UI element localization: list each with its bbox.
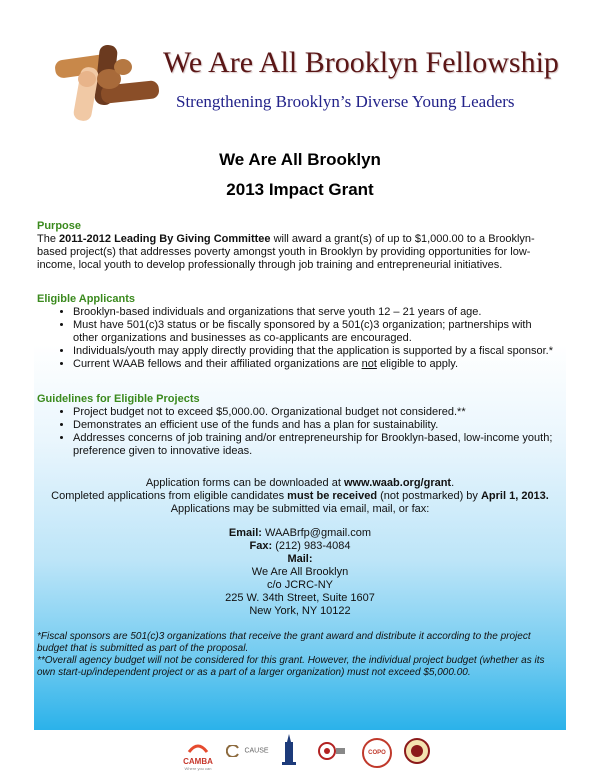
seal-logo-icon <box>318 740 346 767</box>
list-item: • Individuals/youth may apply directly providing that the application is supported by a fiscal sponsor.* <box>73 345 557 358</box>
list-item: • Addresses concerns of job training and/or entrepreneurship for Brooklyn-based, low-income youth; preference given to innovative ideas. <box>73 432 557 458</box>
mail-label-text: Mail: <box>287 553 313 565</box>
list-item: • Brooklyn-based individuals and organizations that serve youth 12 – 21 years of age. <box>73 306 557 319</box>
guidelines-section <box>37 393 557 458</box>
doc-title-line1: We Are All Brooklyn <box>219 150 381 169</box>
address-line: c/o JCRC-NY <box>266 579 333 591</box>
address-line: 225 W. 34th Street, Suite 1607 <box>225 592 375 604</box>
eligible-heading: Eligible Applicants <box>37 293 135 305</box>
camba-arc-icon <box>187 743 209 753</box>
camba-subtext: Where you can <box>184 766 212 771</box>
download-period: . <box>451 477 455 489</box>
copo-logo: COPO <box>362 738 392 768</box>
deadline-date: April 1, 2013. <box>480 490 549 502</box>
list-item: • Must have 501(c)3 status or be fiscally sponsored by a 501(c)3 organization; partnerships with other organizations and businesses as co-applicants are encouraged. <box>73 319 557 345</box>
list-item-post: eligible to apply. <box>376 358 459 370</box>
list-item-pre: Current WAAB fellows and their affiliated organizations are <box>73 358 362 370</box>
submission-methods: Applications may be submitted via email, mail, or fax: <box>170 503 430 515</box>
committee-name: 2011-2012 Leading By Giving Committee <box>59 233 271 245</box>
email-label: Email: <box>228 527 262 539</box>
purpose-text <box>37 233 557 272</box>
joined-hands-logo-icon <box>47 37 167 125</box>
underlined-not: not <box>361 358 377 370</box>
eligible-list <box>37 306 557 371</box>
application-instructions <box>34 477 566 516</box>
cause-swirl-icon <box>226 745 240 757</box>
mail-label <box>34 553 566 566</box>
deadline-text-mid: (not postmarked) by <box>377 490 481 502</box>
crest-logo-icon <box>404 736 430 771</box>
list-item: • Project budget not to exceed $5,000.00. Organizational budget not considered.** <box>73 406 557 419</box>
fax-label: Fax: <box>249 540 273 552</box>
building-logo-icon <box>280 734 298 771</box>
purpose-text-post: will award a grant(s) of up to $1,000.00 to a Brooklyn-based project(s) that addresses poverty amongst youth in Brooklyn by providing opportunities for low-income, local youth to develop professionally through job training and entrepreneurial initiatives. <box>37 233 535 271</box>
email-link[interactable]: WAABrfp@gmail.com <box>261 527 372 539</box>
list-item <box>73 358 557 371</box>
brand-tagline: Strengthening Brooklyn’s Diverse Young Leaders <box>176 92 515 111</box>
eligible-section <box>37 293 557 371</box>
deadline-line <box>34 490 566 503</box>
brand-title: We Are All Brooklyn Fellowship <box>163 46 559 79</box>
grant-url-link[interactable]: www.waab.org/grant <box>343 477 452 489</box>
footnotes <box>37 631 562 679</box>
email-line <box>34 527 566 540</box>
guidelines-list <box>37 406 557 458</box>
contact-block <box>34 527 566 618</box>
cause-text: CAUSE <box>244 747 269 755</box>
fax-line <box>34 540 566 553</box>
must-be-received: must be received <box>287 490 378 502</box>
footnote-fiscal-sponsor: *Fiscal sponsors are 501(c)3 organizations that receive the grant award and distribute it according to the project budget that is submitted as part of the proposal. <box>37 631 531 654</box>
camba-logo <box>176 740 220 771</box>
cause-logo <box>226 742 270 760</box>
sponsor-logos <box>170 732 460 772</box>
purpose-text-pre: The <box>37 233 60 245</box>
address-line: New York, NY 10122 <box>249 605 351 617</box>
guidelines-heading: Guidelines for Eligible Projects <box>37 393 200 405</box>
footnote-budget: **Overall agency budget will not be considered for this grant. However, the individual project budget (whether as its own start-up/independent project or as a part of a larger organization) must not exceed $5,000.00. <box>37 655 545 678</box>
fax-number: (212) 983-4084 <box>272 540 351 552</box>
list-item: • Demonstrates an efficient use of the funds and has a plan for sustainability. <box>73 419 557 432</box>
purpose-section <box>37 220 557 272</box>
purpose-heading: Purpose <box>37 220 82 232</box>
camba-text: CAMBA <box>183 757 213 766</box>
download-text: Application forms can be downloaded at <box>145 477 344 489</box>
doc-title-line2: 2013 Impact Grant <box>226 180 374 199</box>
address-line: We Are All Brooklyn <box>251 566 349 578</box>
deadline-text-pre: Completed applications from eligible candidates <box>51 490 288 502</box>
download-line <box>34 477 566 490</box>
